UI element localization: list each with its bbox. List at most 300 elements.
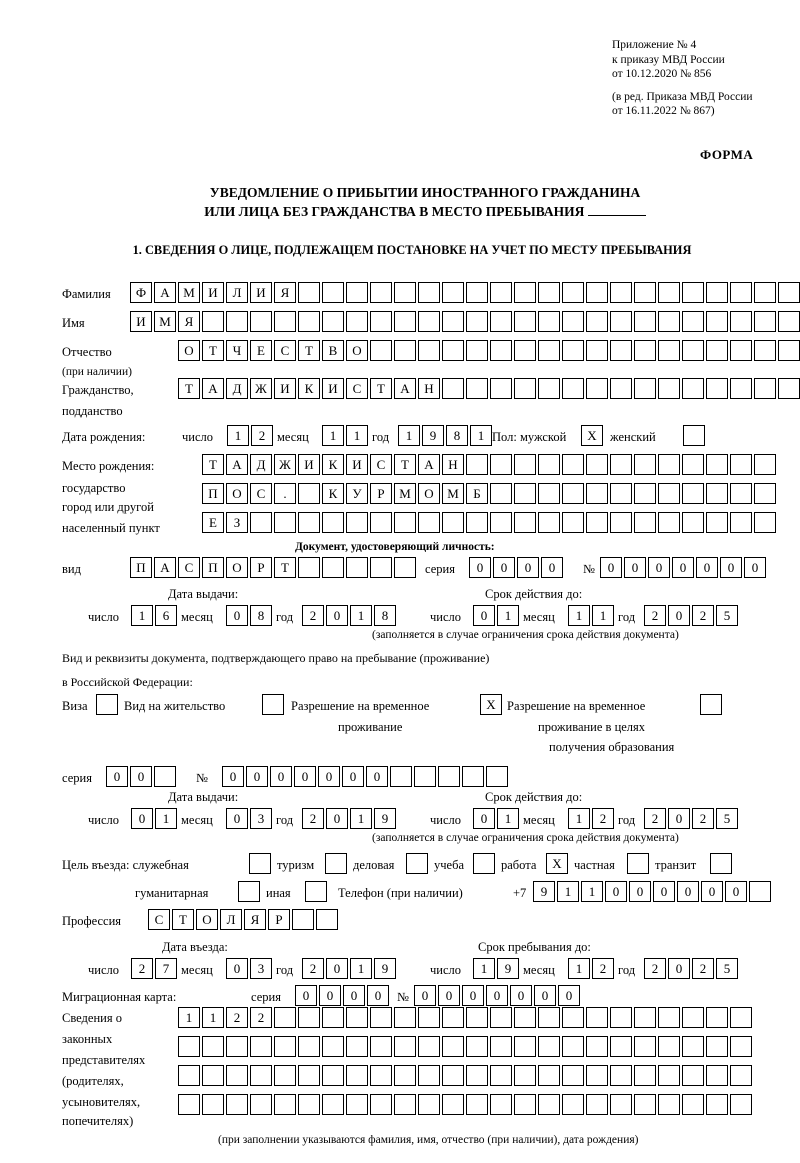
form-cell[interactable] [562, 1094, 584, 1115]
form-cell[interactable]: 0 [367, 985, 389, 1006]
form-cell[interactable] [322, 1094, 344, 1115]
sex-female-box[interactable] [683, 425, 707, 446]
form-cell[interactable] [586, 512, 608, 533]
form-cell[interactable]: Т [274, 557, 296, 578]
form-cell[interactable] [238, 881, 260, 902]
form-cell[interactable] [730, 378, 752, 399]
form-cell[interactable] [538, 1007, 560, 1028]
form-cell[interactable] [730, 1065, 752, 1086]
form-cell[interactable]: 0 [319, 985, 341, 1006]
form-cell[interactable] [754, 311, 776, 332]
form-cell[interactable]: Т [370, 378, 392, 399]
form-cell[interactable] [390, 766, 412, 787]
form-cell[interactable] [370, 1007, 392, 1028]
form-cell[interactable] [730, 1036, 752, 1057]
form-cell[interactable] [658, 311, 680, 332]
form-cell[interactable] [394, 1065, 416, 1086]
form-cell[interactable]: 9 [374, 958, 396, 979]
form-cell[interactable] [682, 340, 704, 361]
form-cell[interactable] [610, 1094, 632, 1115]
form-cell[interactable] [730, 282, 752, 303]
doc-type-boxes[interactable] [130, 557, 418, 578]
form-cell[interactable]: 5 [716, 958, 738, 979]
form-cell[interactable] [442, 1036, 464, 1057]
form-cell[interactable]: 2 [302, 605, 324, 626]
purpose-transit-checkbox[interactable] [710, 853, 734, 874]
form-cell[interactable] [406, 853, 428, 874]
form-cell[interactable]: 0 [246, 766, 268, 787]
form-cell[interactable]: 0 [295, 985, 317, 1006]
form-cell[interactable] [634, 483, 656, 504]
form-cell[interactable] [706, 454, 728, 475]
form-cell[interactable]: 0 [366, 766, 388, 787]
form-cell[interactable] [778, 340, 800, 361]
purpose-other-checkbox[interactable] [305, 881, 329, 902]
form-cell[interactable] [706, 1065, 728, 1086]
form-cell[interactable] [202, 1036, 224, 1057]
form-cell[interactable]: 5 [716, 808, 738, 829]
migration-series-boxes[interactable] [295, 985, 391, 1006]
stay-day-boxes[interactable] [473, 958, 521, 979]
form-cell[interactable] [322, 512, 344, 533]
form-cell[interactable] [610, 1065, 632, 1086]
permit-issue-year-boxes[interactable] [302, 808, 398, 829]
birthplace-state-boxes[interactable] [202, 454, 778, 475]
form-cell[interactable] [490, 1036, 512, 1057]
form-cell[interactable] [514, 1065, 536, 1086]
form-cell[interactable]: О [226, 557, 248, 578]
form-cell[interactable] [490, 483, 512, 504]
form-cell[interactable] [442, 1007, 464, 1028]
form-cell[interactable]: П [202, 557, 224, 578]
form-cell[interactable] [634, 1036, 656, 1057]
form-cell[interactable] [298, 483, 320, 504]
form-cell[interactable] [466, 454, 488, 475]
form-cell[interactable]: И [274, 378, 296, 399]
form-cell[interactable]: Е [250, 340, 272, 361]
form-cell[interactable] [442, 340, 464, 361]
form-cell[interactable] [414, 766, 436, 787]
form-cell[interactable]: . [274, 483, 296, 504]
form-cell[interactable]: 3 [250, 808, 272, 829]
form-cell[interactable] [370, 340, 392, 361]
form-cell[interactable] [226, 1065, 248, 1086]
form-cell[interactable]: Х [546, 853, 568, 874]
form-cell[interactable] [274, 1007, 296, 1028]
form-cell[interactable] [346, 1036, 368, 1057]
form-cell[interactable] [634, 1094, 656, 1115]
form-cell[interactable]: 2 [251, 425, 273, 446]
form-cell[interactable]: И [250, 282, 272, 303]
form-cell[interactable] [514, 282, 536, 303]
form-cell[interactable]: Я [274, 282, 296, 303]
form-cell[interactable] [683, 425, 705, 446]
form-cell[interactable] [418, 282, 440, 303]
form-cell[interactable]: 2 [302, 958, 324, 979]
form-cell[interactable] [394, 557, 416, 578]
form-cell[interactable] [418, 1036, 440, 1057]
form-cell[interactable] [610, 340, 632, 361]
form-cell[interactable] [490, 340, 512, 361]
form-cell[interactable]: 0 [270, 766, 292, 787]
form-cell[interactable] [178, 1065, 200, 1086]
form-cell[interactable] [442, 311, 464, 332]
form-cell[interactable]: Т [202, 454, 224, 475]
form-cell[interactable] [658, 1094, 680, 1115]
form-cell[interactable] [298, 282, 320, 303]
form-cell[interactable] [538, 1036, 560, 1057]
form-cell[interactable]: 0 [318, 766, 340, 787]
form-cell[interactable] [514, 483, 536, 504]
form-cell[interactable] [610, 311, 632, 332]
form-cell[interactable] [586, 483, 608, 504]
form-cell[interactable]: 0 [294, 766, 316, 787]
permit-valid-day-boxes[interactable] [473, 808, 521, 829]
form-cell[interactable]: Т [394, 454, 416, 475]
form-cell[interactable] [754, 378, 776, 399]
form-cell[interactable] [562, 378, 584, 399]
form-cell[interactable]: 0 [668, 605, 690, 626]
form-cell[interactable]: 0 [648, 557, 670, 578]
form-cell[interactable] [610, 282, 632, 303]
form-cell[interactable]: А [418, 454, 440, 475]
form-cell[interactable] [250, 1036, 272, 1057]
form-cell[interactable] [298, 557, 320, 578]
form-cell[interactable] [514, 1036, 536, 1057]
form-cell[interactable]: У [346, 483, 368, 504]
form-cell[interactable] [250, 1065, 272, 1086]
form-cell[interactable]: 1 [497, 808, 519, 829]
form-cell[interactable]: И [346, 454, 368, 475]
form-cell[interactable] [466, 340, 488, 361]
form-cell[interactable] [370, 1094, 392, 1115]
form-cell[interactable] [586, 454, 608, 475]
residence-permit-checkbox[interactable] [262, 694, 286, 715]
form-cell[interactable]: А [226, 454, 248, 475]
form-cell[interactable] [627, 853, 649, 874]
doc-series-boxes[interactable] [469, 557, 565, 578]
form-cell[interactable] [658, 340, 680, 361]
form-cell[interactable]: 0 [226, 958, 248, 979]
form-cell[interactable] [262, 694, 284, 715]
form-cell[interactable]: Т [298, 340, 320, 361]
form-cell[interactable]: Я [244, 909, 266, 930]
form-cell[interactable] [322, 1036, 344, 1057]
form-cell[interactable] [250, 311, 272, 332]
form-cell[interactable]: 0 [414, 985, 436, 1006]
form-cell[interactable] [394, 512, 416, 533]
form-cell[interactable] [730, 311, 752, 332]
permit-valid-month-boxes[interactable] [568, 808, 616, 829]
form-cell[interactable]: Н [442, 454, 464, 475]
form-cell[interactable]: 0 [677, 881, 699, 902]
form-cell[interactable] [346, 557, 368, 578]
form-cell[interactable]: 0 [326, 958, 348, 979]
form-cell[interactable]: 0 [720, 557, 742, 578]
form-cell[interactable]: 1 [155, 808, 177, 829]
name-boxes[interactable] [130, 311, 800, 332]
form-cell[interactable] [754, 282, 776, 303]
form-cell[interactable] [700, 694, 722, 715]
form-cell[interactable]: 1 [131, 605, 153, 626]
form-cell[interactable]: С [274, 340, 296, 361]
form-cell[interactable]: 0 [668, 958, 690, 979]
entry-year-boxes[interactable] [302, 958, 398, 979]
form-cell[interactable] [730, 454, 752, 475]
form-cell[interactable]: 2 [592, 958, 614, 979]
permit-number-boxes[interactable] [222, 766, 510, 787]
form-cell[interactable] [610, 512, 632, 533]
form-cell[interactable]: 2 [592, 808, 614, 829]
form-cell[interactable] [562, 340, 584, 361]
form-cell[interactable] [322, 1065, 344, 1086]
form-cell[interactable] [754, 454, 776, 475]
birth-day-boxes[interactable] [227, 425, 275, 446]
patronymic-boxes[interactable] [178, 340, 800, 361]
form-cell[interactable] [274, 1036, 296, 1057]
form-cell[interactable]: 0 [624, 557, 646, 578]
form-cell[interactable]: Л [226, 282, 248, 303]
form-cell[interactable]: 1 [557, 881, 579, 902]
purpose-work-checkbox[interactable] [546, 853, 570, 874]
form-cell[interactable]: Я [178, 311, 200, 332]
form-cell[interactable] [586, 311, 608, 332]
form-cell[interactable]: 5 [716, 605, 738, 626]
form-cell[interactable]: Р [370, 483, 392, 504]
form-cell[interactable] [292, 909, 314, 930]
form-cell[interactable]: 1 [350, 808, 372, 829]
form-cell[interactable]: П [202, 483, 224, 504]
form-cell[interactable]: 1 [322, 425, 344, 446]
form-cell[interactable]: Е [202, 512, 224, 533]
form-cell[interactable]: З [226, 512, 248, 533]
form-cell[interactable]: О [226, 483, 248, 504]
form-cell[interactable] [418, 1065, 440, 1086]
birthplace-city-row2-boxes[interactable] [202, 512, 778, 533]
legal-rep-row-1-boxes[interactable] [178, 1007, 754, 1028]
edu-residence-checkbox[interactable] [700, 694, 724, 715]
form-cell[interactable] [682, 1065, 704, 1086]
form-cell[interactable]: 0 [672, 557, 694, 578]
form-cell[interactable]: Х [581, 425, 603, 446]
form-cell[interactable]: 6 [155, 605, 177, 626]
form-cell[interactable] [538, 512, 560, 533]
purpose-official-checkbox[interactable] [249, 853, 273, 874]
form-cell[interactable] [706, 340, 728, 361]
form-cell[interactable] [586, 1007, 608, 1028]
permit-issue-day-boxes[interactable] [131, 808, 179, 829]
form-cell[interactable] [514, 454, 536, 475]
temp-residence-checkbox[interactable] [480, 694, 504, 715]
form-cell[interactable] [154, 766, 176, 787]
surname-boxes[interactable] [130, 282, 800, 303]
form-cell[interactable]: О [178, 340, 200, 361]
form-cell[interactable] [634, 1007, 656, 1028]
form-cell[interactable] [658, 512, 680, 533]
form-cell[interactable] [418, 340, 440, 361]
form-cell[interactable] [538, 311, 560, 332]
form-cell[interactable]: Т [202, 340, 224, 361]
form-cell[interactable] [438, 766, 460, 787]
form-cell[interactable] [490, 311, 512, 332]
form-cell[interactable]: 2 [250, 1007, 272, 1028]
form-cell[interactable]: 0 [696, 557, 718, 578]
form-cell[interactable]: 0 [343, 985, 365, 1006]
form-cell[interactable] [610, 1007, 632, 1028]
form-cell[interactable]: С [178, 557, 200, 578]
form-cell[interactable] [322, 1007, 344, 1028]
form-cell[interactable]: С [370, 454, 392, 475]
form-cell[interactable]: 8 [250, 605, 272, 626]
form-cell[interactable]: 8 [446, 425, 468, 446]
birthplace-city-row1-boxes[interactable] [202, 483, 778, 504]
form-cell[interactable] [418, 512, 440, 533]
form-cell[interactable] [250, 512, 272, 533]
form-cell[interactable] [538, 378, 560, 399]
form-cell[interactable] [658, 454, 680, 475]
form-cell[interactable] [346, 512, 368, 533]
form-cell[interactable] [394, 1007, 416, 1028]
form-cell[interactable]: Р [268, 909, 290, 930]
form-cell[interactable] [586, 1036, 608, 1057]
form-cell[interactable]: 2 [226, 1007, 248, 1028]
form-cell[interactable] [658, 1036, 680, 1057]
entry-month-boxes[interactable] [226, 958, 274, 979]
form-cell[interactable] [346, 1094, 368, 1115]
form-cell[interactable]: 2 [131, 958, 153, 979]
form-cell[interactable] [586, 340, 608, 361]
form-cell[interactable]: А [202, 378, 224, 399]
form-cell[interactable] [682, 378, 704, 399]
form-cell[interactable]: 0 [605, 881, 627, 902]
form-cell[interactable]: Н [418, 378, 440, 399]
form-cell[interactable] [298, 1094, 320, 1115]
form-cell[interactable] [634, 378, 656, 399]
form-cell[interactable] [778, 282, 800, 303]
form-cell[interactable] [394, 1094, 416, 1115]
doc-issue-month-boxes[interactable] [226, 605, 274, 626]
form-cell[interactable]: 0 [744, 557, 766, 578]
form-cell[interactable]: 0 [438, 985, 460, 1006]
form-cell[interactable]: И [130, 311, 152, 332]
form-cell[interactable]: 0 [106, 766, 128, 787]
form-cell[interactable] [658, 282, 680, 303]
form-cell[interactable] [274, 1065, 296, 1086]
form-cell[interactable]: 0 [653, 881, 675, 902]
form-cell[interactable]: 0 [473, 808, 495, 829]
form-cell[interactable]: О [418, 483, 440, 504]
form-cell[interactable] [682, 311, 704, 332]
permit-valid-year-boxes[interactable] [644, 808, 740, 829]
form-cell[interactable]: М [154, 311, 176, 332]
form-cell[interactable] [96, 694, 118, 715]
form-cell[interactable] [466, 282, 488, 303]
form-cell[interactable] [466, 378, 488, 399]
form-cell[interactable]: А [154, 282, 176, 303]
purpose-study-checkbox[interactable] [473, 853, 497, 874]
birth-year-boxes[interactable] [398, 425, 494, 446]
form-cell[interactable] [562, 454, 584, 475]
form-cell[interactable] [682, 282, 704, 303]
form-cell[interactable] [442, 378, 464, 399]
form-cell[interactable] [730, 512, 752, 533]
form-cell[interactable]: 1 [568, 605, 590, 626]
form-cell[interactable] [370, 311, 392, 332]
form-cell[interactable]: 0 [541, 557, 563, 578]
legal-rep-row-2-boxes[interactable] [178, 1036, 754, 1057]
form-cell[interactable]: И [298, 454, 320, 475]
form-cell[interactable]: 0 [469, 557, 491, 578]
form-cell[interactable] [466, 1065, 488, 1086]
doc-issue-year-boxes[interactable] [302, 605, 398, 626]
form-cell[interactable] [305, 881, 327, 902]
form-cell[interactable] [514, 340, 536, 361]
form-cell[interactable]: Д [226, 378, 248, 399]
form-cell[interactable]: 1 [346, 425, 368, 446]
form-cell[interactable] [490, 378, 512, 399]
form-cell[interactable]: 1 [568, 808, 590, 829]
form-cell[interactable]: Т [172, 909, 194, 930]
form-cell[interactable] [370, 282, 392, 303]
form-cell[interactable] [370, 512, 392, 533]
form-cell[interactable] [346, 282, 368, 303]
form-cell[interactable]: К [322, 483, 344, 504]
form-cell[interactable] [394, 1036, 416, 1057]
form-cell[interactable] [298, 1007, 320, 1028]
form-cell[interactable] [634, 282, 656, 303]
form-cell[interactable] [538, 1065, 560, 1086]
form-cell[interactable] [486, 766, 508, 787]
form-cell[interactable] [658, 1007, 680, 1028]
form-cell[interactable] [346, 1065, 368, 1086]
form-cell[interactable] [710, 853, 732, 874]
form-cell[interactable]: Ж [274, 454, 296, 475]
stay-year-boxes[interactable] [644, 958, 740, 979]
form-cell[interactable] [706, 1007, 728, 1028]
form-cell[interactable]: 9 [533, 881, 555, 902]
form-cell[interactable] [274, 311, 296, 332]
form-cell[interactable]: 1 [202, 1007, 224, 1028]
form-cell[interactable] [706, 282, 728, 303]
form-cell[interactable] [586, 378, 608, 399]
profession-boxes[interactable] [148, 909, 340, 930]
form-cell[interactable]: 0 [326, 605, 348, 626]
form-cell[interactable] [658, 378, 680, 399]
form-cell[interactable] [562, 282, 584, 303]
form-cell[interactable] [346, 1007, 368, 1028]
legal-rep-row-4-boxes[interactable] [178, 1094, 754, 1115]
form-cell[interactable] [274, 512, 296, 533]
form-cell[interactable]: В [322, 340, 344, 361]
form-cell[interactable]: 1 [497, 605, 519, 626]
form-cell[interactable] [610, 454, 632, 475]
form-cell[interactable] [370, 557, 392, 578]
form-cell[interactable]: 2 [644, 958, 666, 979]
form-cell[interactable] [562, 512, 584, 533]
form-cell[interactable] [538, 1094, 560, 1115]
form-cell[interactable]: 0 [342, 766, 364, 787]
form-cell[interactable] [316, 909, 338, 930]
form-cell[interactable] [682, 1036, 704, 1057]
form-cell[interactable]: 1 [581, 881, 603, 902]
form-cell[interactable]: 1 [592, 605, 614, 626]
form-cell[interactable]: 1 [227, 425, 249, 446]
form-cell[interactable]: 2 [644, 605, 666, 626]
form-cell[interactable] [442, 1094, 464, 1115]
doc-valid-month-boxes[interactable] [568, 605, 616, 626]
form-cell[interactable] [682, 512, 704, 533]
form-cell[interactable] [514, 378, 536, 399]
